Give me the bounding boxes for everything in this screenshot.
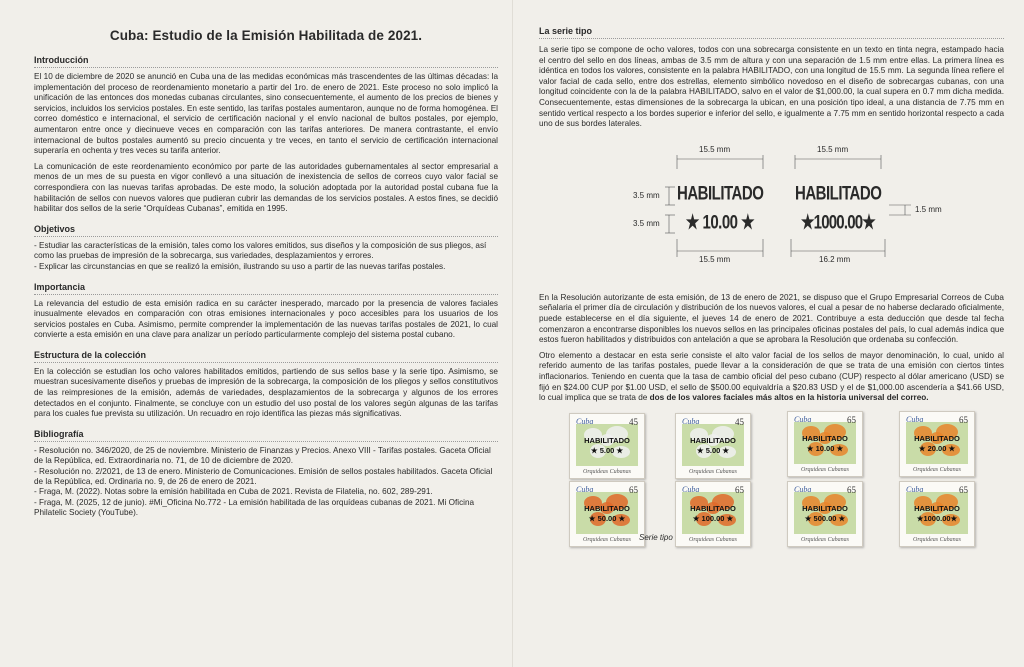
right-page: [512, 0, 1024, 667]
stamp-image: [576, 424, 638, 466]
stamp-inscription: Orquideas Cubanas: [913, 466, 961, 473]
stamp-image: [794, 492, 856, 534]
stamp-overprint-line-1: HABILITADO: [802, 433, 848, 443]
right-overprint-line-2: ★1000.00★: [801, 211, 875, 234]
stamp: [787, 411, 863, 477]
stamp: [675, 413, 751, 479]
stamp-overprint-line-1: HABILITADO: [584, 503, 630, 513]
stamp-value: 65: [959, 484, 968, 495]
left-overprint-line-2: ★ 10.00 ★: [685, 211, 755, 234]
stamp-image: [906, 422, 968, 464]
stamp-value: 65: [847, 484, 856, 495]
stamp-overprint-line-1: HABILITADO: [690, 503, 736, 513]
stamp-country: Cuba: [682, 416, 700, 426]
structure-paragraph: En la colección se estudian los ocho valores habilitados emitidos, partiendo de sus sellos base y la serie tipo. Asimismo, se muestran sucesivamente diseños y pruebas de impresión de la sobrecarga, la composición de los pliegos y sellos constitutivos de las reimpresiones de la emisión, además de variedades, desplazamientos de la sobrecarga y algunos de los errores detectados en el conjunto. Finalmente, se concluye con un estudio del uso postal de los valores según algunas de las tarifas para los cuales fue prevista su utilización. Un recuadro en rojo identifica las piezas más significativas.: [34, 366, 498, 419]
stamp: [899, 481, 975, 547]
stamp-country: Cuba: [576, 416, 594, 426]
divider: [34, 362, 498, 363]
importance-heading: Importancia: [34, 281, 86, 292]
objectives-heading: Objetivos: [34, 223, 76, 234]
stamp-image: [576, 492, 638, 534]
stamp-country: Cuba: [794, 414, 812, 424]
divider: [34, 294, 498, 295]
left-overprint-line-1: HABILITADO: [677, 182, 764, 205]
overprint-diagram: [539, 135, 1004, 285]
bibliography-item: - Resolución no. 346/2020, de 25 de noviembre. Ministerio de Finanzas y Precios. Anexo VIII - Tarifas postales. Gaceta Oficial de la República, ed. Extraordinaria no. 71, de 10 de diciembre de 2020.: [34, 445, 491, 466]
stamp-overprint-line-1: HABILITADO: [584, 435, 630, 445]
right-overprint-line-1: HABILITADO: [795, 182, 882, 205]
stamp-inscription: Orquideas Cubanas: [689, 468, 737, 475]
right-top-width-label: 15.5 mm: [817, 144, 849, 154]
importance-paragraph: La relevancia del estudio de esta emisión radica en su carácter inesperado, marcado por la presencia de valores faciales inusualmente elevados en comparación con otras emisiones internacionales y poco accesibles para los usuarios de los servicios postales en Cuba. Asimismo, permite comprender la implementación de las nuevas tarifas postales de 2021, lo cual convierte a esta emisión en una clave para analizar un período particularmente complejo del sistema postal cubano.: [34, 298, 498, 340]
stamp-inscription: Orquideas Cubanas: [583, 536, 631, 543]
stamp-overprint-line-1: HABILITADO: [802, 503, 848, 513]
stamp: [899, 411, 975, 477]
stamp-gallery-caption: Serie tipo: [639, 532, 673, 542]
document-title: Cuba: Estudio de la Emisión Habilitada de 2021.: [109, 28, 423, 43]
other-element-text: Otro elemento a destacar en esta serie consiste el alto valor facial de los sellos de mayor denominación, lo cual, unido al referido aumento de las tarifas postales, puede llevar a la consideración de que se trata de una emisión con ciertos tintes inflacionarios. Teniendo en cuenta que la tasa de cambio oficial del peso cubano (CUP) respecto al dólar americano (USD) se fijó en $24.00 CUP por $1.00 USD, el sello de $500.00 equivaldría a $20.83 USD y el de $1,000.00 ascendería a $41.66 USD, lo cual implica que se trata de: [539, 350, 1004, 403]
stamp-value: 65: [629, 484, 638, 495]
right-bottom-width-label: 16.2 mm: [819, 254, 851, 264]
resolution-paragraph: En la Resolución autorizante de esta emisión, de 13 de enero de 2021, se dispuso que el Grupo Empresarial Correos de Cuba señalaria el primer día de circulación y distribución de los nuevos valores, el cual a pesar de no haberse declarado oficialmente, puede establecerse en el día siguiente, el jueves 14 de enero de 2021. Contribuye a esta deducción que desde tal fecha comenzaron a encontrarse disponibles los nuevos sellos en las principales oficinas postales del país, lo cual además indica que estos fueron habilitados y distribuidos con antelación a que se aprobara la Resolución que ordenaba su confección.: [539, 292, 1004, 345]
divider: [34, 441, 498, 442]
stamp: [787, 481, 863, 547]
stamp-country: Cuba: [906, 484, 924, 494]
objective-item: - Explicar las circunstancias en que se realizó la emisión, ilustrando su uso a partir de las nuevas tarifas postales.: [34, 261, 446, 271]
serie-tipo-heading: La serie tipo: [539, 26, 593, 36]
stamp-value: 45: [629, 416, 638, 427]
stamp-inscription: Orquideas Cubanas: [583, 468, 631, 475]
stamp-overprint-line-2: ★ 500.00 ★: [804, 513, 846, 523]
stamp-inscription: Orquideas Cubanas: [913, 536, 961, 543]
stamp-value: 65: [847, 414, 856, 425]
stamp: [675, 481, 751, 547]
stamp-inscription: Orquideas Cubanas: [801, 466, 849, 473]
stamp-value: 65: [735, 484, 744, 495]
stamp-inscription: Orquideas Cubanas: [689, 536, 737, 543]
stamp-country: Cuba: [906, 414, 924, 424]
right-gap-label: 1.5 mm: [915, 204, 942, 214]
stamp-value: 45: [735, 416, 744, 427]
serie-tipo-paragraph: La serie tipo se compone de ocho valores, todos con una sobrecarga consistente en un texto en tinta negra, estampado hacia el centro del sello en dos líneas, ambas de 3.5 mm de altura y con una separación de 1.5 mm entre ellas. La primera línea es idéntica en todos los valores, consistente en la palabra HABILITADO, con una longitud de 15.5 mm. La segunda línea refiere el valor facial de cada sello, entre dos estrellas, elemento simbólico novedoso en el diseño de sobrecargas cubanas, con una longitud coincidente con la de la palabra HABILITADO, salvo en el valor de $1,000.00, la cual supera en 0.7 mm dicha medida. Consecuentemente, estas dimensiones de la sobrecarga la ubican, en una posición tipo ideal, a una distancia de 7.75 mm en sentido vertical respecto a los bordes superior e inferior del sello, e igualmente a 7.75 mm en sentido horizontal respecto a cada uno de sus bordes laterales.: [539, 45, 1004, 129]
bibliography-item: - Resolución no. 2/2021, de 13 de enero. Ministerio de Comunicaciones. Emisión de sellos postales habilitados. Gaceta Oficial de la República, ed. Ordinaria no. 9, de 26 de enero de 2021.: [34, 466, 493, 487]
bibliography-heading: Bibliografía: [34, 428, 84, 439]
intro-paragraph-1: El 10 de diciembre de 2020 se anunció en Cuba una de las medidas económicas más trascendentes de las últimas décadas: la implementación del proceso de reordenamiento monetario a partir del 1ro. de enero de 2021. Este proceso no solo implicó la unificación de las entonces dos monedas cubanas circulantes, sino consecuentemente, el aumento de los precios de bienes y servicios, incluidos los servicios postales. En este sentido, las tarifas postales aumentaron, aunque no de forma homogénea. El correo doméstico e internacional, el servicio de certificación nacional y el envío nacional de bultos postales, por ejemplo, aumentaron entre once y diecinueve veces en comparación con las tarifas anteriores. De manera contrastante, el envío internacional de bultos postales aumentó su precio cincuenta y tre veces, en tanto el servicio de certificación internacional superaría en ochenta y tres veces su tarifa anterior.: [34, 72, 498, 156]
stamp-overprint-line-1: HABILITADO: [690, 435, 736, 445]
intro-paragraph-2: La comunicación de este reordenamiento económico por parte de las autoridades gubernamentales al sector empresarial a menos de un mes de su puesta en vigor conllevó a una situación de inexistencia de sellos de correos cuyo valor facial se correspondiera con las nuevas tarifas aprobadas. De este modo, la solución adoptada por la autoridad postal cubana fue la habilitación de sellos con nuevos valores que pudieran cubrir las demandas de los servicios postales. A estos fines, se decidió habilitar dos sellos de la serie “Orquídeas Cubanas”, emitida en 1995.: [34, 161, 498, 214]
stamp-overprint-line-2: ★ 100.00 ★: [692, 513, 734, 523]
stamp-gallery: [539, 409, 1004, 549]
other-element-paragraph: [539, 351, 1004, 404]
stamp-country: Cuba: [576, 484, 594, 494]
left-top-width-label: 15.5 mm: [699, 144, 731, 154]
intro-heading: Introducción: [34, 55, 89, 65]
stamp-country: Cuba: [794, 484, 812, 494]
other-element-bold: dos de los valores faciales más altos en la historia universal del correo.: [649, 393, 929, 403]
stamp-overprint-line-2: ★1000.00★: [916, 513, 958, 523]
left-height-label-1: 3.5 mm: [633, 190, 660, 200]
stamp-overprint-line-2: ★ 10.00 ★: [806, 443, 844, 453]
left-bottom-width-label: 15.5 mm: [699, 254, 731, 264]
divider: [539, 38, 1004, 39]
stamp-image: [682, 492, 744, 534]
bibliography-item: - Fraga, M. (2022). Notas sobre la emisión habilitada en Cuba de 2021. Revista de Filatelia, no. 602, 289-291.: [34, 487, 433, 497]
stamp-image: [906, 492, 968, 534]
structure-heading: Estructura de la colección: [34, 349, 147, 360]
stamp-image: [682, 424, 744, 466]
stamp-overprint-line-1: HABILITADO: [914, 503, 960, 513]
stamp: [569, 481, 645, 547]
divider: [34, 236, 498, 237]
stamp-country: Cuba: [682, 484, 700, 494]
divider: [34, 67, 498, 68]
stamp-image: [794, 422, 856, 464]
stamp-overprint-line-2: ★ 5.00 ★: [696, 445, 730, 455]
left-height-label-2: 3.5 mm: [633, 218, 660, 228]
stamp-overprint-line-2: ★ 50.00 ★: [588, 513, 626, 523]
bibliography-item: - Fraga, M. (2025, 12 de junio). #Mi_Oficina No.772 - La emisión habilitada de las orquídeas cubanas de 2021. Mi Oficina Philatelic Society (YouTube).: [34, 497, 475, 518]
stamp-value: 65: [959, 414, 968, 425]
stamp-overprint-line-2: ★ 20.00 ★: [918, 443, 956, 453]
stamp-overprint-line-1: HABILITADO: [914, 433, 960, 443]
stamp-overprint-line-2: ★ 5.00 ★: [590, 445, 624, 455]
stamp-inscription: Orquideas Cubanas: [801, 536, 849, 543]
objective-item: - Estudiar las características de la emisión, tales como los valores emitidos, sus diseños y la composición de sus pliegos, así como las pruebas de impresión de la sobrecarga, sus variedades, desplazamientos y errores.: [34, 240, 487, 261]
stamp: [569, 413, 645, 479]
